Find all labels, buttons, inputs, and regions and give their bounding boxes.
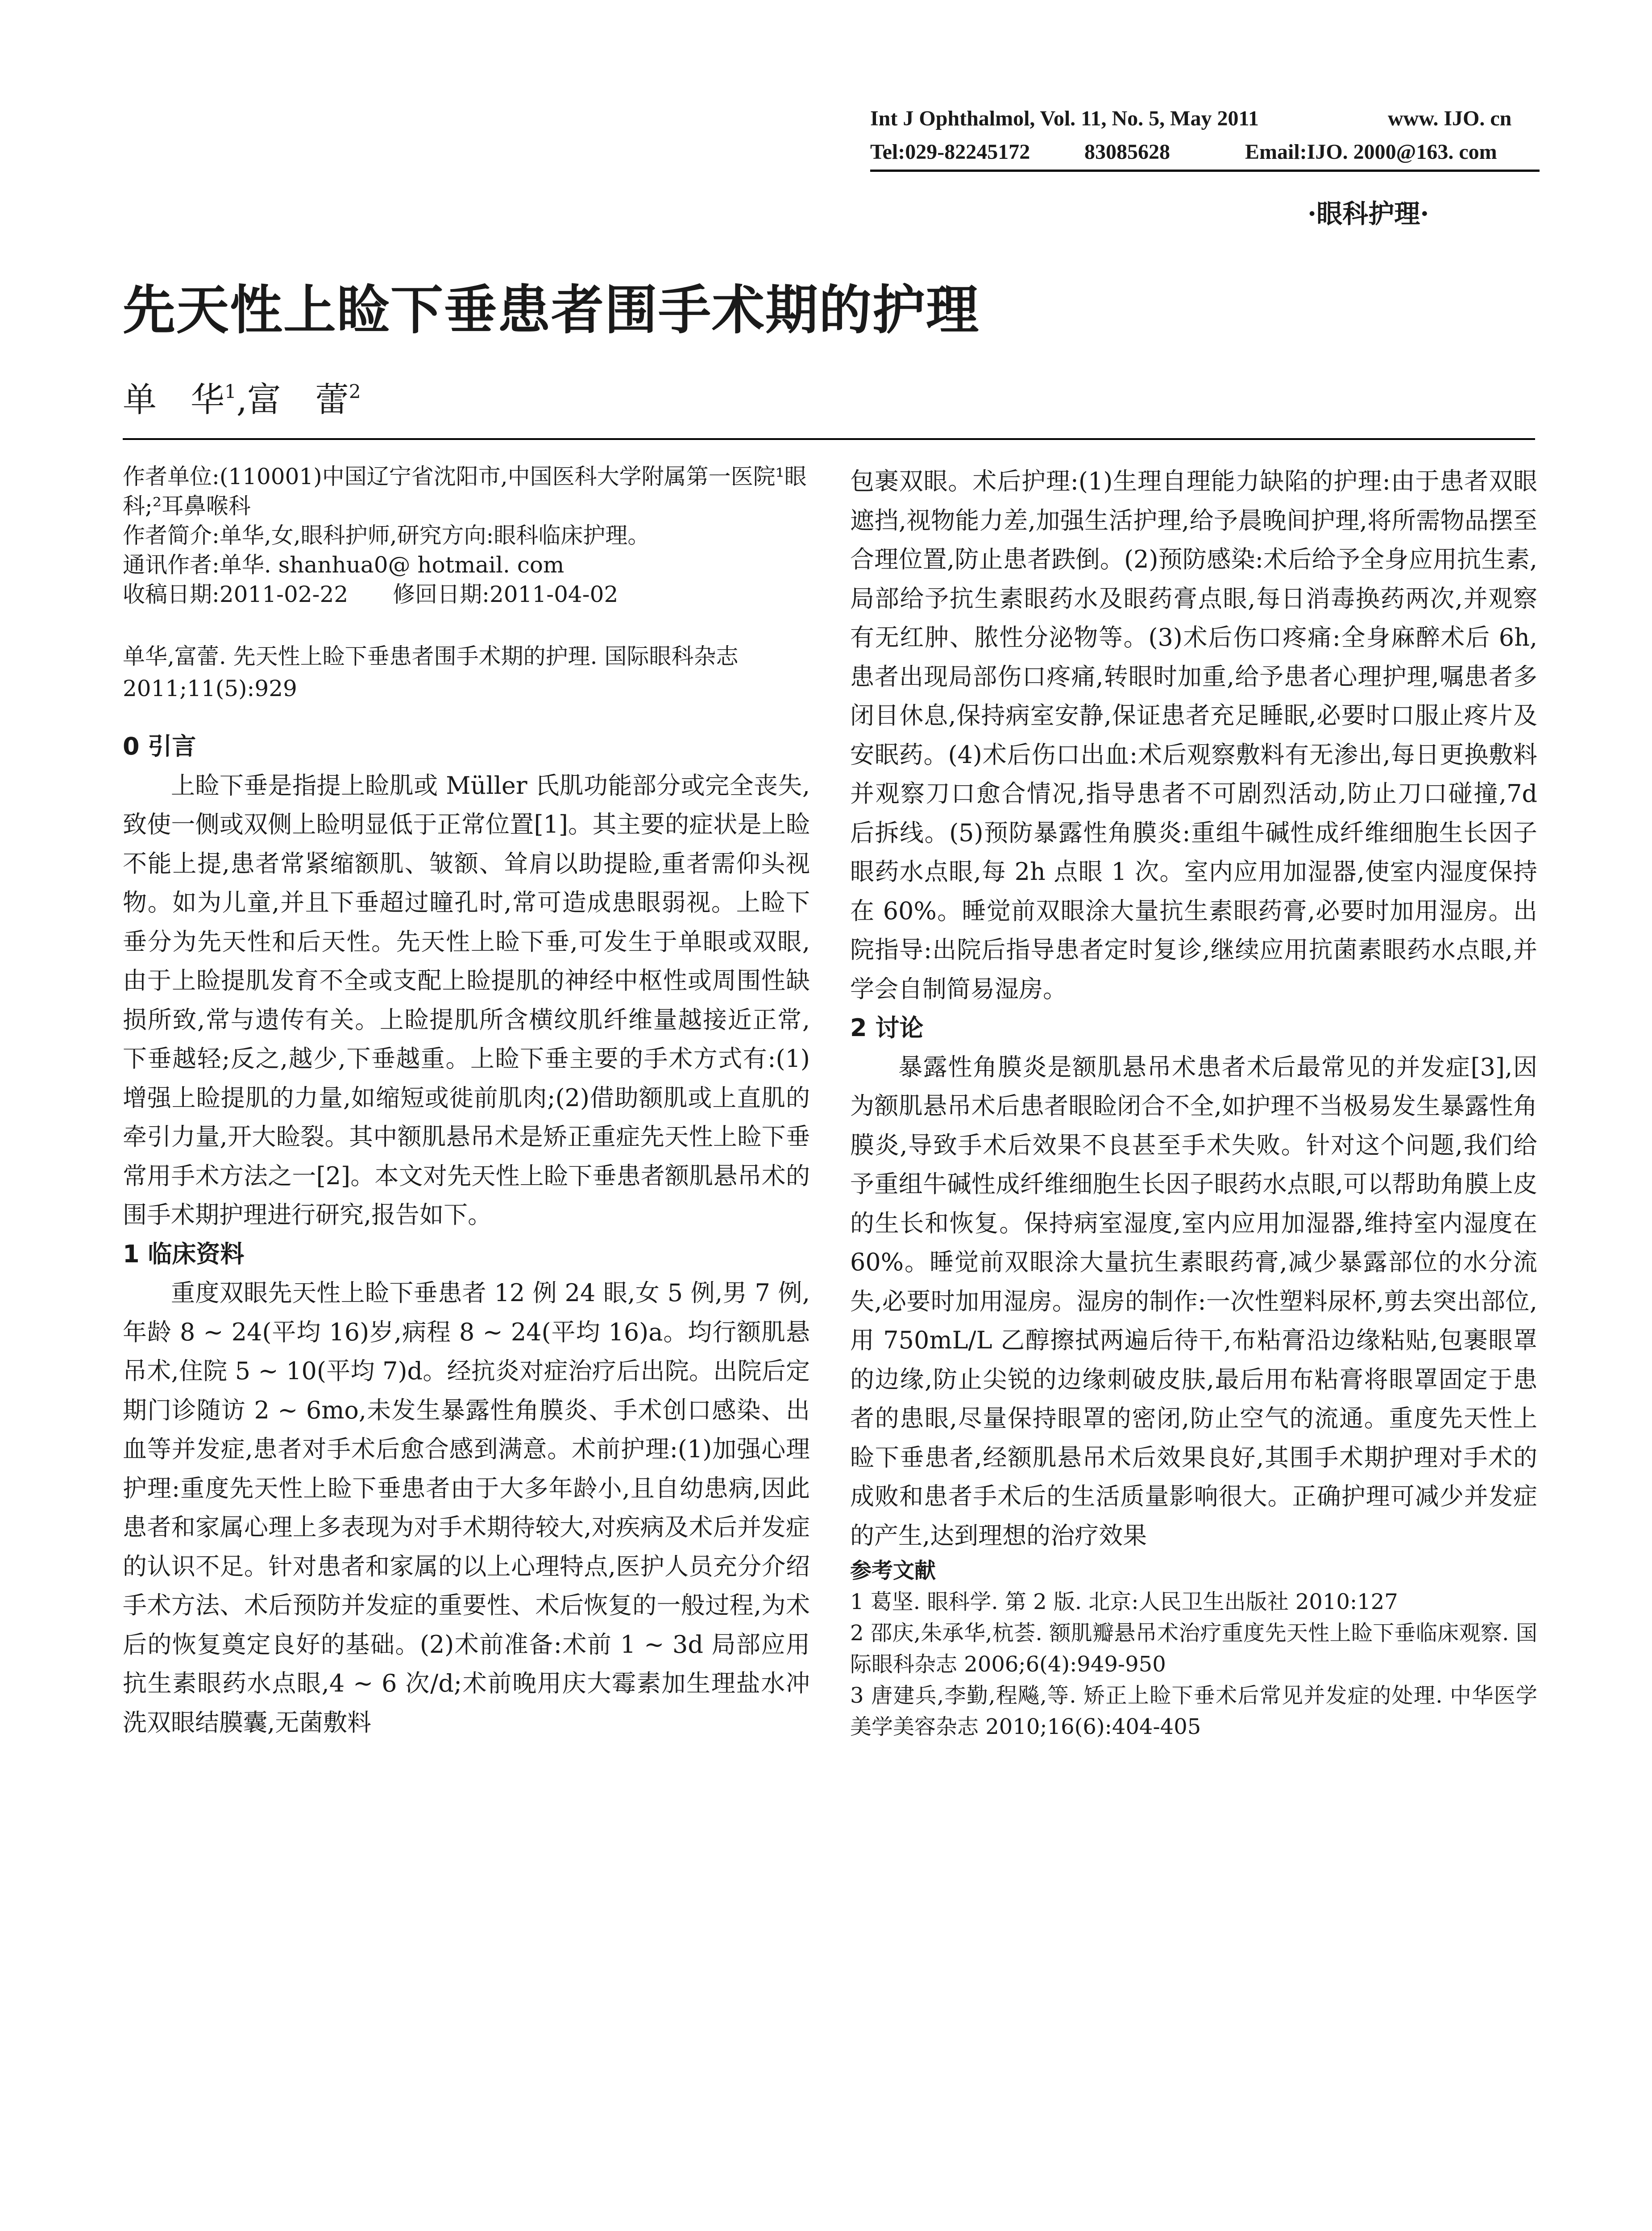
journal-contact-line [870,140,1540,164]
journal-url[interactable]: www. IJO. cn [1388,107,1512,130]
clinical-paragraph-part-2: 包裹双眼。术后护理:(1)生理自理能力缺陷的护理:由于患者双眼遮挡,视物能力差,加强生活护理,给予晨晚间护理,将所需物品摆至合理位置,防止患者跌倒。(2)预防感染:术后给予全身应用抗生素,局部给予抗生素眼药水及眼药膏点眼,每日消毒换药两次,并观察有无红肿、脓性分泌物等。(3)术后伤口疼痛:全身麻醉术后 6h,患者出现局部伤口疼痛,转眼时加重,给予患者心理护理,嘱患者多闭目休息,保持病室安静,保证患者充足睡眠,必要时口服止疼片及安眠药。(4)术后伤口出血:术后观察敷料有无渗出,每日更换敷料并观察刀口愈合情况,指导患者不可剧烈活动,防止刀口碰撞,7d 后拆线。(5)预防暴露性角膜炎:重组牛碱性成纤维细胞生长因子眼药水点眼,每 2h 点眼 1 次。室内应用加湿器,使室内湿度保持在 60%。睡觉前双眼涂大量抗生素眼药膏,必要时加用湿房。出院指导:出院后指导患者定时复诊,继续应用抗菌素眼药水点眼,并学会自制简易湿房。 [850,467,1537,1003]
author-1-affil: 1 [224,381,237,402]
affiliation-note: 作者单位:(110001)中国辽宁省沈阳市,中国医科大学附属第一医院¹眼科;²耳鼻喉科 [123,464,807,519]
journal-header-line [870,106,1540,131]
clinical-paragraph-part-1: 重度双眼先天性上睑下垂患者 12 例 24 眼,女 5 例,男 7 例,年龄 8 ~ 24(平均 16)岁,病程 8 ~ 24(平均 16)a。均行额肌悬吊术,住院 5 ~ 10(平均 7)d。经抗炎对症治疗后出院。出院后定期门诊随访 2 ~ 6mo,未发生暴露性角膜炎、手术创口感染、出血等并发症,患者对手术后愈合感到满意。术前护理:(1)加强心理护理:重度先天性上睑下垂患者由于大多年龄小,且自幼患病,因此患者和家属心理上多表现为对手术期待较大,对疾病及术后并发症的认识不足。针对患者和家属的以上心理特点,医护人员充分介绍手术方法、术后预防并发症的重要性、术后恢复的一般过程,为术后的恢复奠定良好的基础。(2)术前准备:术前 1 ~ 3d 局部应用抗生素眼药水点眼,4 ~ 6 次/d;术前晚用庆大霉素加生理盐水冲洗双眼结膜囊,无菌敷料 [123,1279,810,1737]
reference-item: 3 唐建兵,李勤,程飚,等. 矫正上睑下垂术后常见并发症的处理. 中华医学美学美容杂志 2010;16(6):404-405 [850,1683,1537,1739]
author-2-affil: 2 [349,381,361,402]
journal-tel: Tel:029-82245172 [870,140,1030,164]
journal-info: Int J Ophthalmol, Vol. 11, No. 5, May 2011 [870,107,1259,130]
author-line [123,373,361,421]
reference-item: 2 邵庆,朱承华,杭荟. 额肌瓣悬吊术治疗重度先天性上睑下垂临床观察. 国际眼科杂志 2006;6(4):949-950 [850,1621,1537,1677]
discussion-heading: 2 讨论 [850,1014,924,1042]
journal-tel2: 83085628 [1084,140,1170,164]
reference-item: 1 葛坚. 眼科学. 第 2 版. 北京:人民卫生出版社 2010:127 [850,1589,1398,1614]
journal-email[interactable]: Email:IJO. 2000@163. com [1245,140,1497,164]
citation-line: 单华,富蕾. 先天性上睑下垂患者围手术期的护理. 国际眼科杂志 2011;11(5):929 [123,643,739,701]
discussion-paragraph: 暴露性角膜炎是额肌悬吊术患者术后最常见的并发症[3],因为额肌悬吊术后患者眼睑闭合不全,如护理不当极易发生暴露性角膜炎,导致手术后效果不良甚至手术失败。针对这个问题,我们给予重组牛碱性成纤维细胞生长因子眼药水点眼,可以帮助角膜上皮的生长和恢复。保持病室湿度,室内应用加湿器,维持室内湿度在 60%。睡觉前双眼涂大量抗生素眼药膏,减少暴露部位的水分流失,必要时加用湿房。湿房的制作:一次性塑料尿杯,剪去突出部位,用 750mL/L 乙醇擦拭两遍后待干,布粘膏沿边缘粘贴,包裹眼罩的边缘,防止尖锐的边缘刺破皮肤,最后用布粘膏将眼罩固定于患者的患眼,尽量保持眼罩的密闭,防止空气的流通。重度先天性上睑下垂患者,经额肌悬吊术后效果良好,其围手术期护理对手术的成败和患者手术后的生活质量影响很大。正确护理可减少并发症的产生,达到理想的治疗效果 [850,1053,1537,1550]
author-2: 富 蕾 [247,380,349,419]
title-rule [123,438,1535,440]
author-sep: , [236,380,247,419]
left-column [123,462,810,1742]
references-heading: 参考文献 [850,1558,936,1583]
corresponding-author-note: 通讯作者:单华. shanhua0@ hotmail. com [123,552,565,578]
section-tag: ·眼科护理· [1307,199,1429,229]
dates-note: 收稿日期:2011-02-22 修回日期:2011-04-02 [123,581,618,607]
author-bio-note: 作者简介:单华,女,眼科护师,研究方向:眼科临床护理。 [123,523,650,548]
author-1: 单 华 [123,380,224,419]
article-title: 先天性上睑下垂患者围手术期的护理 [123,279,980,341]
right-column [850,462,1537,1742]
header-rule [870,170,1540,172]
clinical-heading: 1 临床资料 [123,1240,245,1268]
intro-heading: 0 引言 [123,732,196,760]
intro-paragraph: 上睑下垂是指提上睑肌或 Müller 氏肌功能部分或完全丧失,致使一侧或双侧上睑明显低于正常位置[1]。其主要的症状是上睑不能上提,患者常紧缩额肌、皱额、耸肩以助提睑,重者需仰头视物。如为儿童,并且下垂超过瞳孔时,常可造成患眼弱视。上睑下垂分为先天性和后天性。先天性上睑下垂,可发生于单眼或双眼,由于上睑提肌发育不全或支配上睑提肌的神经中枢性或周围性缺损所致,常与遗传有关。上睑提肌所含横纹肌纤维量越接近正常,下垂越轻;反之,越少,下垂越重。上睑下垂主要的手术方式有:(1)增强上睑提肌的力量,如缩短或徙前肌肉;(2)借助额肌或上直肌的牵引力量,开大睑裂。其中额肌悬吊术是矫正重症先天性上睑下垂常用手术方法之一[2]。本文对先天性上睑下垂患者额肌悬吊术的围手术期护理进行研究,报告如下。 [123,771,810,1229]
